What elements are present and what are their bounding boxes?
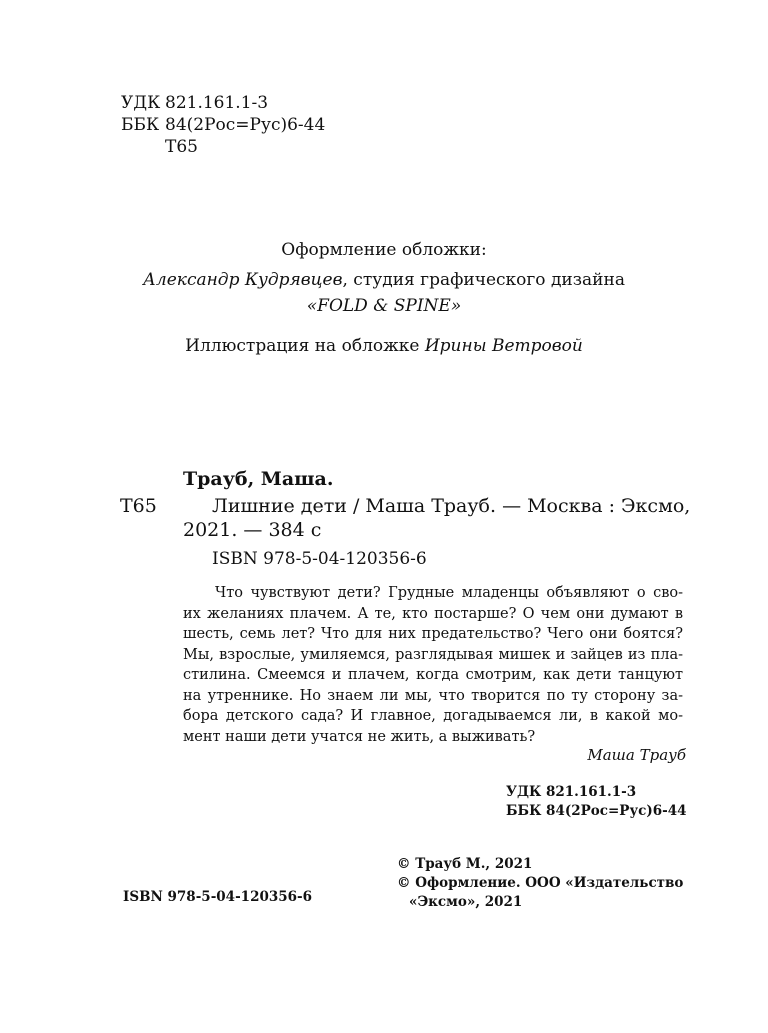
udk-label: УДК [121, 93, 161, 113]
copyright-author: © Трауб М., 2021 [397, 856, 533, 872]
annotation-line: мент наши дети учатся не жить, а выживать? [183, 728, 536, 745]
record-mark: Т65 [120, 495, 157, 517]
cover-heading: Оформление обложки: [281, 240, 487, 260]
bbk-line [121, 114, 325, 136]
cover-designer: Александр Кудрявцев [143, 270, 343, 290]
illustrator: Ирины Ветровой [424, 336, 583, 356]
catalog-codes-bottom [506, 783, 687, 821]
record-title-line1: Лишние дети / Маша Трауб. — Москва : Эксмо, [212, 495, 691, 517]
catalog-codes-top [121, 92, 325, 158]
annotation-line: их желаниях плачем. А те, кто постарше? О чем они думают в [183, 605, 683, 622]
illustration-line [0, 336, 768, 356]
annotation-line: Что чувствуют дети? Грудные младенцы объявляют о сво- [215, 585, 683, 601]
bbk-label: ББК [121, 115, 160, 135]
record-isbn: ISBN 978-5-04-120356-6 [212, 549, 427, 569]
annotation-line: стилина. Смеемся и плачем, когда смотрим, как дети танцуют [183, 667, 683, 683]
annotation-signature: Маша Трауб [587, 746, 686, 764]
copyright-publisher: «Эксмо», 2021 [409, 894, 523, 910]
copyright-block [397, 855, 683, 912]
udk-line [121, 92, 325, 114]
author-mark-line [121, 136, 325, 158]
record-title-line2: 2021. — 384 с [183, 519, 322, 541]
annotation-line: Мы, взрослые, умиляемся, разглядывая мишек и зайцев из пла- [183, 646, 683, 663]
annotation-line: на утреннике. Но знаем ли мы, что творится по ту сторону за- [183, 687, 683, 704]
footer-isbn: ISBN 978-5-04-120356-6 [123, 889, 313, 905]
record-author-heading: Трауб, Маша. [183, 468, 334, 490]
annotation-text [183, 583, 683, 747]
cover-designer-line [0, 270, 768, 290]
udk-value: 821.161.1-3 [165, 93, 269, 113]
copyright-design: © Оформление. ООО «Издательство [397, 875, 684, 891]
bbk-value: 84(2Рос=Рус)6-44 [165, 115, 326, 135]
annotation-line: бора детского сада? И главное, догадываемся ли, в какой мо- [183, 708, 683, 724]
cover-studio-text: , студия графического дизайна [342, 270, 625, 290]
cover-studio-name: «FOLD & SPINE» [306, 296, 462, 316]
bbk-bottom: ББК 84(2Рос=Рус)6-44 [506, 803, 687, 819]
illustration-text: Иллюстрация на обложке [185, 336, 425, 356]
annotation-line: шесть, семь лет? Что для них предательство? Чего они боятся? [183, 626, 683, 642]
author-mark: Т65 [165, 137, 198, 157]
udk-bottom: УДК 821.161.1-3 [506, 784, 637, 800]
cover-studio-line [0, 296, 768, 316]
